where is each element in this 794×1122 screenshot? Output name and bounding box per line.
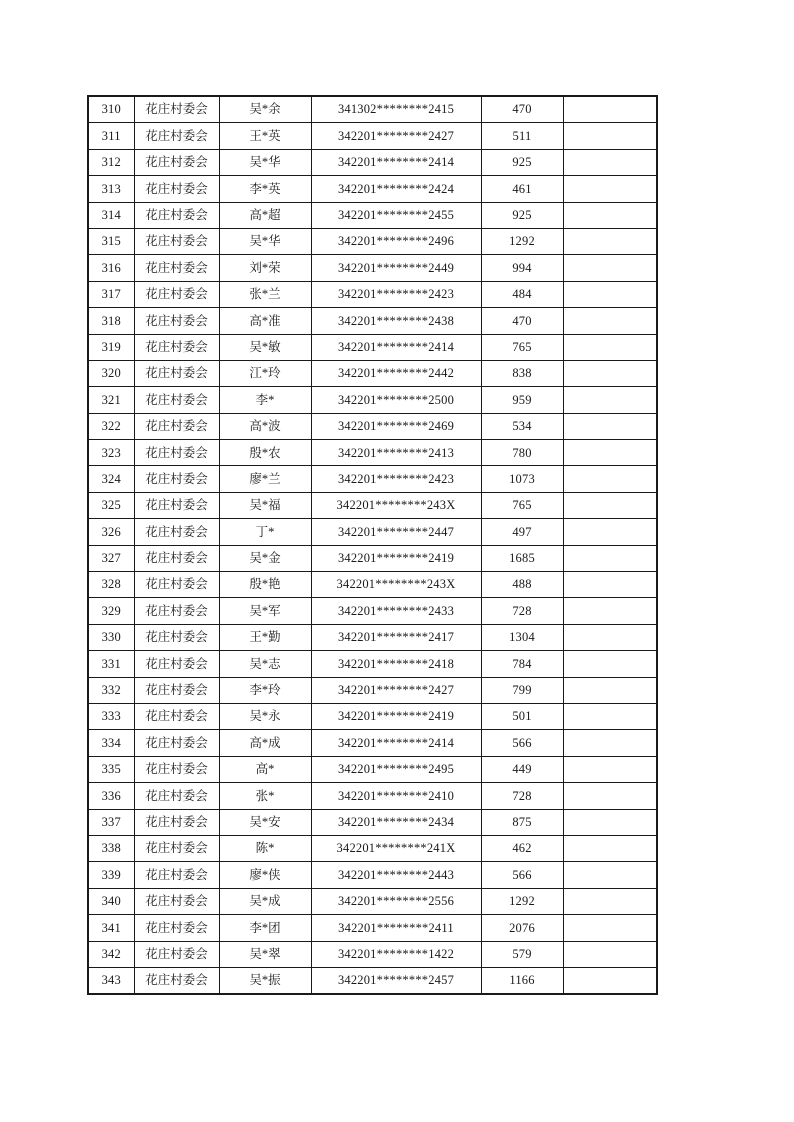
cell-amount: 470 bbox=[481, 96, 563, 123]
cell-note bbox=[563, 677, 657, 703]
cell-unit: 花庄村委会 bbox=[134, 202, 219, 228]
cell-amount: 799 bbox=[481, 677, 563, 703]
cell-index: 326 bbox=[88, 519, 134, 545]
cell-unit: 花庄村委会 bbox=[134, 941, 219, 967]
cell-name: 吴*余 bbox=[219, 96, 311, 123]
cell-unit: 花庄村委会 bbox=[134, 255, 219, 281]
cell-index: 310 bbox=[88, 96, 134, 123]
cell-id: 342201********243X bbox=[311, 572, 481, 598]
cell-unit: 花庄村委会 bbox=[134, 440, 219, 466]
cell-name: 王*英 bbox=[219, 123, 311, 149]
cell-name: 吴*成 bbox=[219, 888, 311, 914]
cell-amount: 511 bbox=[481, 123, 563, 149]
cell-unit: 花庄村委会 bbox=[134, 466, 219, 492]
cell-index: 328 bbox=[88, 572, 134, 598]
cell-note bbox=[563, 651, 657, 677]
table-row bbox=[88, 123, 657, 149]
table-row bbox=[88, 281, 657, 307]
cell-amount: 579 bbox=[481, 941, 563, 967]
cell-unit: 花庄村委会 bbox=[134, 123, 219, 149]
cell-name: 高* bbox=[219, 756, 311, 782]
cell-index: 332 bbox=[88, 677, 134, 703]
table-row bbox=[88, 862, 657, 888]
cell-name: 吴*金 bbox=[219, 545, 311, 571]
cell-name: 吴*华 bbox=[219, 149, 311, 175]
cell-index: 327 bbox=[88, 545, 134, 571]
cell-id: 342201********2427 bbox=[311, 123, 481, 149]
cell-unit: 花庄村委会 bbox=[134, 677, 219, 703]
cell-unit: 花庄村委会 bbox=[134, 360, 219, 386]
cell-unit: 花庄村委会 bbox=[134, 783, 219, 809]
cell-amount: 838 bbox=[481, 360, 563, 386]
cell-amount: 925 bbox=[481, 202, 563, 228]
table-row bbox=[88, 466, 657, 492]
cell-unit: 花庄村委会 bbox=[134, 492, 219, 518]
table-row bbox=[88, 888, 657, 914]
cell-note bbox=[563, 255, 657, 281]
cell-id: 342201********2496 bbox=[311, 228, 481, 254]
cell-unit: 花庄村委会 bbox=[134, 862, 219, 888]
cell-amount: 784 bbox=[481, 651, 563, 677]
cell-id: 342201********241X bbox=[311, 835, 481, 861]
cell-note bbox=[563, 281, 657, 307]
cell-unit: 花庄村委会 bbox=[134, 176, 219, 202]
cell-note bbox=[563, 862, 657, 888]
table-body bbox=[88, 96, 657, 994]
cell-index: 342 bbox=[88, 941, 134, 967]
table-row bbox=[88, 730, 657, 756]
cell-name: 吴*华 bbox=[219, 228, 311, 254]
cell-unit: 花庄村委会 bbox=[134, 572, 219, 598]
cell-id: 342201********1422 bbox=[311, 941, 481, 967]
cell-name: 张*兰 bbox=[219, 281, 311, 307]
cell-unit: 花庄村委会 bbox=[134, 624, 219, 650]
records-table bbox=[87, 95, 658, 995]
cell-id: 342201********2442 bbox=[311, 360, 481, 386]
cell-id: 342201********2455 bbox=[311, 202, 481, 228]
cell-name: 吴*志 bbox=[219, 651, 311, 677]
cell-name: 江*玲 bbox=[219, 360, 311, 386]
cell-amount: 994 bbox=[481, 255, 563, 281]
cell-amount: 534 bbox=[481, 413, 563, 439]
cell-id: 342201********2457 bbox=[311, 967, 481, 994]
cell-name: 高*超 bbox=[219, 202, 311, 228]
cell-amount: 2076 bbox=[481, 915, 563, 941]
cell-note bbox=[563, 967, 657, 994]
cell-note bbox=[563, 123, 657, 149]
cell-name: 吴*振 bbox=[219, 967, 311, 994]
cell-index: 313 bbox=[88, 176, 134, 202]
cell-index: 330 bbox=[88, 624, 134, 650]
cell-id: 342201********2417 bbox=[311, 624, 481, 650]
cell-id: 342201********2438 bbox=[311, 308, 481, 334]
cell-unit: 花庄村委会 bbox=[134, 149, 219, 175]
cell-index: 323 bbox=[88, 440, 134, 466]
cell-id: 342201********2469 bbox=[311, 413, 481, 439]
cell-note bbox=[563, 387, 657, 413]
cell-note bbox=[563, 149, 657, 175]
cell-name: 李*英 bbox=[219, 176, 311, 202]
cell-name: 陈* bbox=[219, 835, 311, 861]
cell-note bbox=[563, 915, 657, 941]
cell-id: 342201********2434 bbox=[311, 809, 481, 835]
cell-id: 342201********2427 bbox=[311, 677, 481, 703]
table-row bbox=[88, 492, 657, 518]
cell-note bbox=[563, 888, 657, 914]
cell-unit: 花庄村委会 bbox=[134, 915, 219, 941]
cell-unit: 花庄村委会 bbox=[134, 888, 219, 914]
cell-id: 342201********2419 bbox=[311, 545, 481, 571]
cell-id: 342201********2424 bbox=[311, 176, 481, 202]
cell-index: 321 bbox=[88, 387, 134, 413]
cell-name: 殷*农 bbox=[219, 440, 311, 466]
cell-id: 342201********2447 bbox=[311, 519, 481, 545]
cell-unit: 花庄村委会 bbox=[134, 519, 219, 545]
table-row bbox=[88, 149, 657, 175]
cell-index: 341 bbox=[88, 915, 134, 941]
cell-index: 324 bbox=[88, 466, 134, 492]
cell-name: 吴*军 bbox=[219, 598, 311, 624]
cell-amount: 875 bbox=[481, 809, 563, 835]
cell-note bbox=[563, 572, 657, 598]
cell-unit: 花庄村委会 bbox=[134, 308, 219, 334]
cell-index: 336 bbox=[88, 783, 134, 809]
cell-index: 325 bbox=[88, 492, 134, 518]
cell-id: 342201********2419 bbox=[311, 703, 481, 729]
table-row bbox=[88, 624, 657, 650]
cell-name: 李*团 bbox=[219, 915, 311, 941]
cell-unit: 花庄村委会 bbox=[134, 835, 219, 861]
table-row bbox=[88, 703, 657, 729]
cell-unit: 花庄村委会 bbox=[134, 545, 219, 571]
cell-id: 342201********2433 bbox=[311, 598, 481, 624]
cell-amount: 1304 bbox=[481, 624, 563, 650]
cell-amount: 484 bbox=[481, 281, 563, 307]
cell-index: 333 bbox=[88, 703, 134, 729]
cell-amount: 1292 bbox=[481, 228, 563, 254]
cell-note bbox=[563, 941, 657, 967]
table-row bbox=[88, 228, 657, 254]
cell-note bbox=[563, 519, 657, 545]
cell-note bbox=[563, 202, 657, 228]
cell-id: 342201********2418 bbox=[311, 651, 481, 677]
cell-amount: 501 bbox=[481, 703, 563, 729]
cell-index: 343 bbox=[88, 967, 134, 994]
cell-unit: 花庄村委会 bbox=[134, 228, 219, 254]
table-row bbox=[88, 967, 657, 994]
cell-unit: 花庄村委会 bbox=[134, 334, 219, 360]
cell-note bbox=[563, 492, 657, 518]
cell-unit: 花庄村委会 bbox=[134, 651, 219, 677]
cell-note bbox=[563, 440, 657, 466]
cell-index: 316 bbox=[88, 255, 134, 281]
cell-unit: 花庄村委会 bbox=[134, 598, 219, 624]
cell-name: 高*波 bbox=[219, 413, 311, 439]
cell-note bbox=[563, 334, 657, 360]
cell-id: 342201********2414 bbox=[311, 730, 481, 756]
table-row bbox=[88, 96, 657, 123]
cell-amount: 1292 bbox=[481, 888, 563, 914]
cell-index: 340 bbox=[88, 888, 134, 914]
table-row bbox=[88, 677, 657, 703]
cell-id: 342201********2423 bbox=[311, 281, 481, 307]
cell-name: 廖*侠 bbox=[219, 862, 311, 888]
cell-name: 吴*永 bbox=[219, 703, 311, 729]
table-row bbox=[88, 651, 657, 677]
cell-amount: 488 bbox=[481, 572, 563, 598]
cell-id: 342201********2423 bbox=[311, 466, 481, 492]
cell-note bbox=[563, 703, 657, 729]
cell-id: 342201********2443 bbox=[311, 862, 481, 888]
cell-amount: 925 bbox=[481, 149, 563, 175]
cell-index: 318 bbox=[88, 308, 134, 334]
table-row bbox=[88, 334, 657, 360]
cell-amount: 765 bbox=[481, 492, 563, 518]
cell-amount: 449 bbox=[481, 756, 563, 782]
table-row bbox=[88, 387, 657, 413]
table-row bbox=[88, 572, 657, 598]
cell-note bbox=[563, 756, 657, 782]
cell-name: 吴*安 bbox=[219, 809, 311, 835]
cell-id: 342201********2556 bbox=[311, 888, 481, 914]
cell-amount: 765 bbox=[481, 334, 563, 360]
cell-unit: 花庄村委会 bbox=[134, 96, 219, 123]
cell-id: 342201********2500 bbox=[311, 387, 481, 413]
cell-name: 高*成 bbox=[219, 730, 311, 756]
table-row bbox=[88, 835, 657, 861]
cell-id: 342201********2411 bbox=[311, 915, 481, 941]
table-row bbox=[88, 915, 657, 941]
cell-note bbox=[563, 413, 657, 439]
cell-note bbox=[563, 545, 657, 571]
cell-id: 342201********2449 bbox=[311, 255, 481, 281]
cell-unit: 花庄村委会 bbox=[134, 730, 219, 756]
table-row bbox=[88, 202, 657, 228]
cell-index: 322 bbox=[88, 413, 134, 439]
cell-name: 廖*兰 bbox=[219, 466, 311, 492]
cell-index: 337 bbox=[88, 809, 134, 835]
table-row bbox=[88, 440, 657, 466]
cell-amount: 728 bbox=[481, 598, 563, 624]
cell-note bbox=[563, 466, 657, 492]
cell-unit: 花庄村委会 bbox=[134, 703, 219, 729]
cell-id: 341302********2415 bbox=[311, 96, 481, 123]
cell-index: 334 bbox=[88, 730, 134, 756]
cell-amount: 1073 bbox=[481, 466, 563, 492]
cell-unit: 花庄村委会 bbox=[134, 756, 219, 782]
cell-name: 吴*翠 bbox=[219, 941, 311, 967]
cell-id: 342201********2413 bbox=[311, 440, 481, 466]
cell-amount: 470 bbox=[481, 308, 563, 334]
cell-amount: 566 bbox=[481, 730, 563, 756]
table-row bbox=[88, 783, 657, 809]
cell-note bbox=[563, 176, 657, 202]
cell-name: 吴*福 bbox=[219, 492, 311, 518]
cell-unit: 花庄村委会 bbox=[134, 967, 219, 994]
table-row bbox=[88, 809, 657, 835]
table-row bbox=[88, 308, 657, 334]
table-row bbox=[88, 545, 657, 571]
cell-index: 339 bbox=[88, 862, 134, 888]
cell-index: 335 bbox=[88, 756, 134, 782]
table-row bbox=[88, 756, 657, 782]
table-row bbox=[88, 176, 657, 202]
cell-unit: 花庄村委会 bbox=[134, 387, 219, 413]
cell-index: 338 bbox=[88, 835, 134, 861]
cell-index: 319 bbox=[88, 334, 134, 360]
cell-unit: 花庄村委会 bbox=[134, 281, 219, 307]
cell-name: 殷*艳 bbox=[219, 572, 311, 598]
cell-amount: 728 bbox=[481, 783, 563, 809]
cell-note bbox=[563, 624, 657, 650]
cell-unit: 花庄村委会 bbox=[134, 809, 219, 835]
cell-name: 李* bbox=[219, 387, 311, 413]
cell-note bbox=[563, 228, 657, 254]
cell-amount: 497 bbox=[481, 519, 563, 545]
cell-amount: 566 bbox=[481, 862, 563, 888]
cell-note bbox=[563, 598, 657, 624]
cell-note bbox=[563, 96, 657, 123]
cell-name: 高*准 bbox=[219, 308, 311, 334]
cell-id: 342201********2414 bbox=[311, 334, 481, 360]
cell-index: 314 bbox=[88, 202, 134, 228]
table-row bbox=[88, 255, 657, 281]
cell-name: 丁* bbox=[219, 519, 311, 545]
cell-index: 312 bbox=[88, 149, 134, 175]
cell-index: 331 bbox=[88, 651, 134, 677]
cell-amount: 1166 bbox=[481, 967, 563, 994]
table-row bbox=[88, 519, 657, 545]
cell-index: 329 bbox=[88, 598, 134, 624]
cell-index: 315 bbox=[88, 228, 134, 254]
table-row bbox=[88, 598, 657, 624]
cell-note bbox=[563, 360, 657, 386]
cell-note bbox=[563, 308, 657, 334]
cell-index: 320 bbox=[88, 360, 134, 386]
cell-id: 342201********243X bbox=[311, 492, 481, 518]
table-row bbox=[88, 413, 657, 439]
cell-id: 342201********2410 bbox=[311, 783, 481, 809]
cell-name: 王*勤 bbox=[219, 624, 311, 650]
cell-name: 张* bbox=[219, 783, 311, 809]
table-row bbox=[88, 941, 657, 967]
cell-note bbox=[563, 730, 657, 756]
cell-note bbox=[563, 835, 657, 861]
table-row bbox=[88, 360, 657, 386]
cell-amount: 1685 bbox=[481, 545, 563, 571]
cell-amount: 461 bbox=[481, 176, 563, 202]
cell-name: 刘*荣 bbox=[219, 255, 311, 281]
cell-id: 342201********2495 bbox=[311, 756, 481, 782]
cell-amount: 462 bbox=[481, 835, 563, 861]
cell-name: 吴*敏 bbox=[219, 334, 311, 360]
cell-index: 311 bbox=[88, 123, 134, 149]
cell-note bbox=[563, 783, 657, 809]
cell-amount: 959 bbox=[481, 387, 563, 413]
cell-index: 317 bbox=[88, 281, 134, 307]
cell-note bbox=[563, 809, 657, 835]
cell-id: 342201********2414 bbox=[311, 149, 481, 175]
cell-name: 李*玲 bbox=[219, 677, 311, 703]
cell-unit: 花庄村委会 bbox=[134, 413, 219, 439]
cell-amount: 780 bbox=[481, 440, 563, 466]
